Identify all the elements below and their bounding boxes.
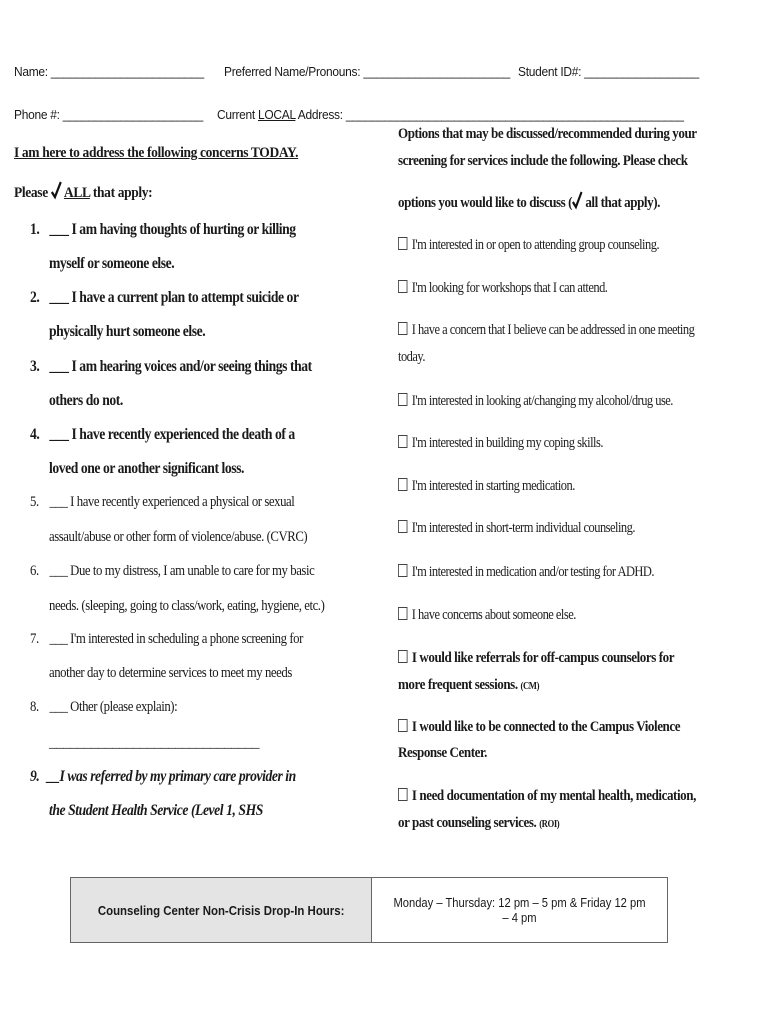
checkbox[interactable] [398, 650, 408, 663]
item-number: 9. [30, 768, 40, 785]
checkmark-icon [51, 180, 62, 200]
intro-text: all that apply). [582, 195, 660, 211]
hours-value: Monday – Thursday: 12 pm – 5 pm & Friday 12 pm – 4 pm [393, 895, 646, 925]
options-intro-3 [398, 190, 660, 212]
item-number: 1. [30, 221, 40, 238]
option-item-5[interactable] [398, 435, 603, 452]
item-text: ___ I am hearing voices and/or seeing things that [49, 358, 312, 375]
option-item-12-cont [398, 815, 559, 832]
checkbox[interactable] [398, 237, 407, 250]
concern-item-9-cont: the Student Health Service (Level 1, SHS [49, 802, 263, 819]
concern-item-4[interactable] [30, 426, 295, 444]
concern-item-6-cont: needs. (sleeping, going to class/work, eating, hygiene, etc.) [49, 598, 325, 614]
all-text: ALL [63, 185, 90, 201]
drop-in-hours-table [70, 877, 668, 943]
option-item-11-cont: Response Center. [398, 745, 487, 761]
option-text: I'm interested in starting medication. [411, 478, 575, 494]
concern-item-1[interactable] [30, 221, 296, 239]
option-item-10-cont [398, 677, 539, 694]
options-intro-1: Options that may be discussed/recommended during your [398, 126, 697, 142]
concern-item-2-cont: physically hurt someone else. [49, 323, 206, 340]
option-text: I'm interested in or open to attending group counseling. [411, 237, 660, 253]
concerns-heading: I am here to address the following concerns TODAY. [14, 145, 299, 161]
option-text: more frequent sessions. [398, 677, 518, 693]
option-item-12[interactable] [398, 788, 696, 805]
checkbox[interactable] [398, 322, 407, 335]
student-id-field[interactable]: Student ID#: __________________ [518, 64, 699, 79]
item-text: ___ I have a current plan to attempt suicide or [49, 289, 299, 306]
concern-item-4-cont: loved one or another significant loss. [49, 460, 244, 477]
option-item-3-cont: today. [398, 349, 425, 365]
item-text: ___ Other (please explain): [49, 699, 178, 715]
option-text: I have a concern that I believe can be addressed in one meeting [411, 322, 695, 338]
item-number: 4. [30, 426, 40, 443]
option-text: I'm interested in looking at/changing my alcohol/drug use. [411, 393, 673, 409]
concern-item-2[interactable] [30, 289, 299, 307]
concern-item-6[interactable] [30, 563, 314, 580]
item-text: ___ I am having thoughts of hurting or killing [49, 221, 296, 238]
name-field[interactable]: Name: ________________________ [14, 64, 204, 79]
concern-item-7[interactable] [30, 631, 303, 648]
phone-field[interactable]: Phone #: ______________________ [14, 107, 203, 122]
item-text: __I was referred by my primary care provider in [46, 768, 296, 785]
option-item-3[interactable] [398, 322, 694, 339]
that-apply-text: that apply: [89, 185, 153, 201]
item-number: 8. [30, 699, 39, 715]
concern-item-9[interactable] [30, 768, 296, 786]
option-text: I would like to be connected to the Campus Violence [411, 719, 681, 735]
concern-item-7-cont: another day to determine services to meet my needs [49, 665, 292, 681]
option-tag: (ROI) [539, 819, 560, 830]
address-field[interactable] [217, 107, 684, 122]
option-item-1[interactable] [398, 237, 659, 254]
checkbox[interactable] [398, 564, 407, 577]
concern-item-3[interactable] [30, 358, 312, 376]
checkbox[interactable] [398, 393, 407, 406]
hours-label-cell [71, 878, 372, 943]
option-item-7[interactable] [398, 520, 635, 537]
item-number: 7. [30, 631, 39, 647]
item-number: 6. [30, 563, 39, 579]
item-number: 5. [30, 494, 39, 510]
option-text: I'm interested in medication and/or testing for ADHD. [411, 564, 655, 580]
checkbox[interactable] [398, 435, 407, 448]
checkbox[interactable] [398, 478, 407, 491]
option-tag: (CM) [520, 681, 540, 692]
item-number: 3. [30, 358, 40, 375]
hours-value-cell [372, 878, 668, 943]
option-item-10[interactable] [398, 650, 674, 667]
option-item-2[interactable] [398, 280, 607, 297]
option-item-11[interactable] [398, 719, 680, 736]
address-local: LOCAL [257, 107, 296, 122]
checkbox[interactable] [398, 607, 407, 620]
option-text: I need documentation of my mental health, medication, [411, 788, 696, 804]
item-text: ___ I have recently experienced a physical or sexual [49, 494, 295, 510]
item-text: ___ I'm interested in scheduling a phone screening for [49, 631, 303, 647]
other-explain-line[interactable]: ______________________________ [49, 735, 259, 751]
checkbox[interactable] [398, 520, 407, 533]
address-suffix: Address: _____________________________________________________ [295, 107, 684, 122]
concern-item-1-cont: myself or someone else. [49, 255, 175, 272]
please-check-line [14, 180, 152, 202]
option-text: I'm interested in short-term individual counseling. [411, 520, 635, 536]
checkmark-icon [572, 190, 582, 210]
item-text: ___ Due to my distress, I am unable to care for my basic [49, 563, 315, 579]
option-text: I'm looking for workshops that I can attend. [411, 280, 608, 296]
pronouns-field[interactable]: Preferred Name/Pronouns: _______________________ [224, 64, 510, 79]
checkbox[interactable] [398, 280, 407, 293]
please-text: Please [14, 185, 48, 201]
option-text: or past counseling services. [398, 815, 537, 831]
item-text: ___ I have recently experienced the death of a [49, 426, 295, 443]
option-text: I would like referrals for off-campus counselors for [411, 650, 675, 666]
hours-label: Counseling Center Non-Crisis Drop-In Hours: [97, 902, 345, 918]
options-intro-2: screening for services include the following. Please check [398, 153, 688, 169]
concern-item-5-cont: assault/abuse or other form of violence/abuse. (CVRC) [49, 529, 308, 545]
option-item-9[interactable] [398, 607, 576, 624]
concern-item-8[interactable] [30, 699, 177, 716]
option-text: I have concerns about someone else. [411, 607, 576, 623]
item-number: 2. [30, 289, 40, 306]
concern-item-3-cont: others do not. [49, 392, 123, 409]
address-prefix: Current [217, 107, 258, 122]
option-item-8[interactable] [398, 564, 654, 581]
checkbox[interactable] [398, 788, 408, 801]
option-item-4[interactable] [398, 393, 673, 410]
option-text: I'm interested in building my coping skills. [411, 435, 603, 451]
intro-text: options you would like to discuss ( [398, 195, 573, 211]
concern-item-5[interactable] [30, 494, 294, 511]
checkbox[interactable] [398, 719, 408, 732]
option-item-6[interactable] [398, 478, 575, 495]
